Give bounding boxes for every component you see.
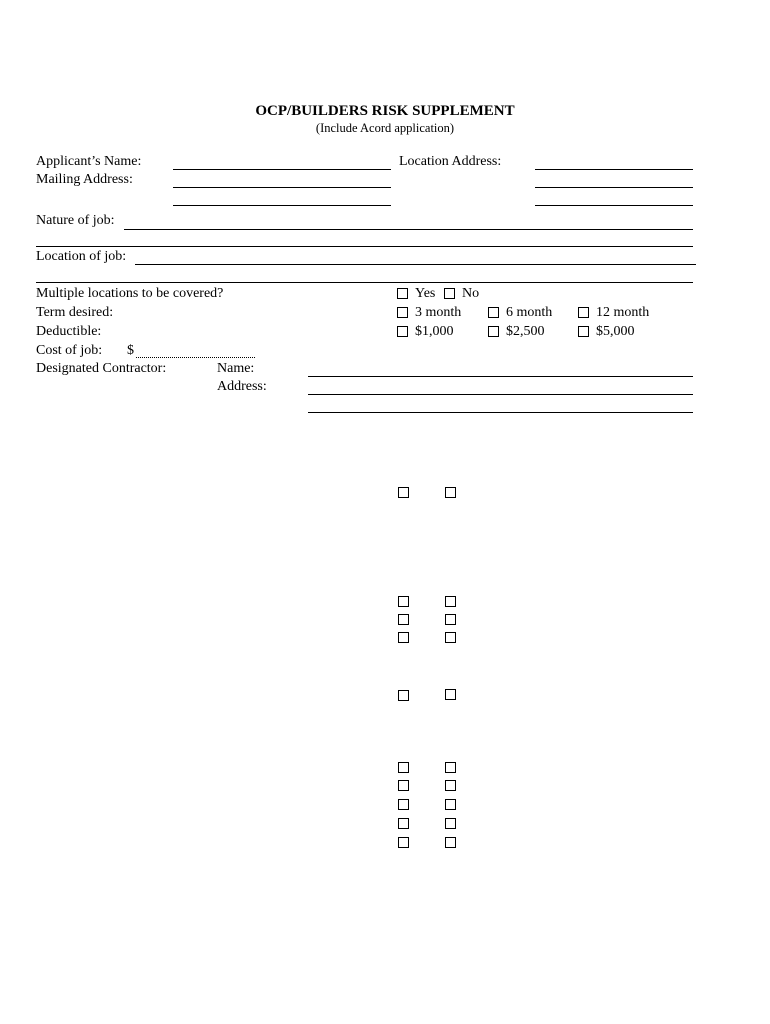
location-address-field-1[interactable] bbox=[535, 169, 693, 170]
deductible-2500-checkbox[interactable] bbox=[488, 326, 499, 337]
multiple-locations-yes-checkbox[interactable] bbox=[397, 288, 408, 299]
checkbox-b7[interactable] bbox=[445, 780, 456, 791]
yes-option-label: Yes bbox=[415, 286, 436, 301]
form-title: OCP/BUILDERS RISK SUPPLEMENT bbox=[255, 103, 515, 119]
checkbox-b3[interactable] bbox=[445, 614, 456, 625]
deductible-1000-label: $1,000 bbox=[415, 324, 454, 339]
deductible-1000-checkbox[interactable] bbox=[397, 326, 408, 337]
checkbox-b5[interactable] bbox=[445, 689, 456, 700]
multiple-locations-label: Multiple locations to be covered? bbox=[36, 286, 224, 301]
checkbox-a1[interactable] bbox=[398, 487, 409, 498]
multiple-locations-no-checkbox[interactable] bbox=[444, 288, 455, 299]
checkbox-a9[interactable] bbox=[398, 818, 409, 829]
term-3-month-label: 3 month bbox=[415, 305, 462, 320]
checkbox-b1[interactable] bbox=[445, 487, 456, 498]
checkbox-b2[interactable] bbox=[445, 596, 456, 607]
designated-contractor-label: Designated Contractor: bbox=[36, 361, 167, 376]
term-6-month-label: 6 month bbox=[506, 305, 553, 320]
checkbox-a7[interactable] bbox=[398, 780, 409, 791]
checkbox-b4[interactable] bbox=[445, 632, 456, 643]
applicants-name-label: Applicant’s Name: bbox=[36, 154, 142, 169]
location-address-field-2[interactable] bbox=[535, 187, 693, 188]
deductible-label: Deductible: bbox=[36, 324, 102, 339]
contractor-address-field-1[interactable] bbox=[308, 394, 693, 395]
location-of-job-field-2[interactable] bbox=[36, 282, 693, 283]
term-3-month-checkbox[interactable] bbox=[397, 307, 408, 318]
checkbox-b9[interactable] bbox=[445, 818, 456, 829]
nature-of-job-label: Nature of job: bbox=[36, 213, 115, 228]
contractor-address-field-2[interactable] bbox=[308, 412, 693, 413]
deductible-5000-label: $5,000 bbox=[596, 324, 635, 339]
checkbox-a2[interactable] bbox=[398, 596, 409, 607]
checkbox-a3[interactable] bbox=[398, 614, 409, 625]
mailing-address-label: Mailing Address: bbox=[36, 172, 133, 187]
cost-of-job-label: Cost of job: bbox=[36, 343, 103, 358]
deductible-5000-checkbox[interactable] bbox=[578, 326, 589, 337]
location-address-field-3[interactable] bbox=[535, 205, 693, 206]
location-of-job-field[interactable] bbox=[135, 264, 696, 265]
checkbox-b8[interactable] bbox=[445, 799, 456, 810]
form-subtitle: (Include Acord application) bbox=[315, 121, 455, 135]
term-12-month-label: 12 month bbox=[596, 305, 650, 320]
checkbox-a8[interactable] bbox=[398, 799, 409, 810]
location-address-label: Location Address: bbox=[399, 154, 502, 169]
no-option-label: No bbox=[462, 286, 480, 301]
term-6-month-checkbox[interactable] bbox=[488, 307, 499, 318]
contractor-name-field[interactable] bbox=[308, 376, 693, 377]
location-of-job-label: Location of job: bbox=[36, 249, 127, 264]
cost-of-job-field[interactable] bbox=[136, 357, 255, 358]
applicants-name-field[interactable] bbox=[173, 169, 391, 170]
nature-of-job-field[interactable] bbox=[124, 229, 693, 230]
checkbox-a5[interactable] bbox=[398, 690, 409, 701]
checkbox-a10[interactable] bbox=[398, 837, 409, 848]
checkbox-b10[interactable] bbox=[445, 837, 456, 848]
checkbox-b6[interactable] bbox=[445, 762, 456, 773]
deductible-2500-label: $2,500 bbox=[506, 324, 545, 339]
contractor-name-label: Name: bbox=[217, 361, 255, 376]
term-desired-label: Term desired: bbox=[36, 305, 114, 320]
term-12-month-checkbox[interactable] bbox=[578, 307, 589, 318]
cost-currency-symbol: $ bbox=[127, 343, 134, 358]
mailing-address-field-2[interactable] bbox=[173, 205, 391, 206]
nature-of-job-field-2[interactable] bbox=[36, 246, 693, 247]
checkbox-a6[interactable] bbox=[398, 762, 409, 773]
contractor-address-label: Address: bbox=[217, 379, 267, 394]
mailing-address-field-1[interactable] bbox=[173, 187, 391, 188]
checkbox-a4[interactable] bbox=[398, 632, 409, 643]
